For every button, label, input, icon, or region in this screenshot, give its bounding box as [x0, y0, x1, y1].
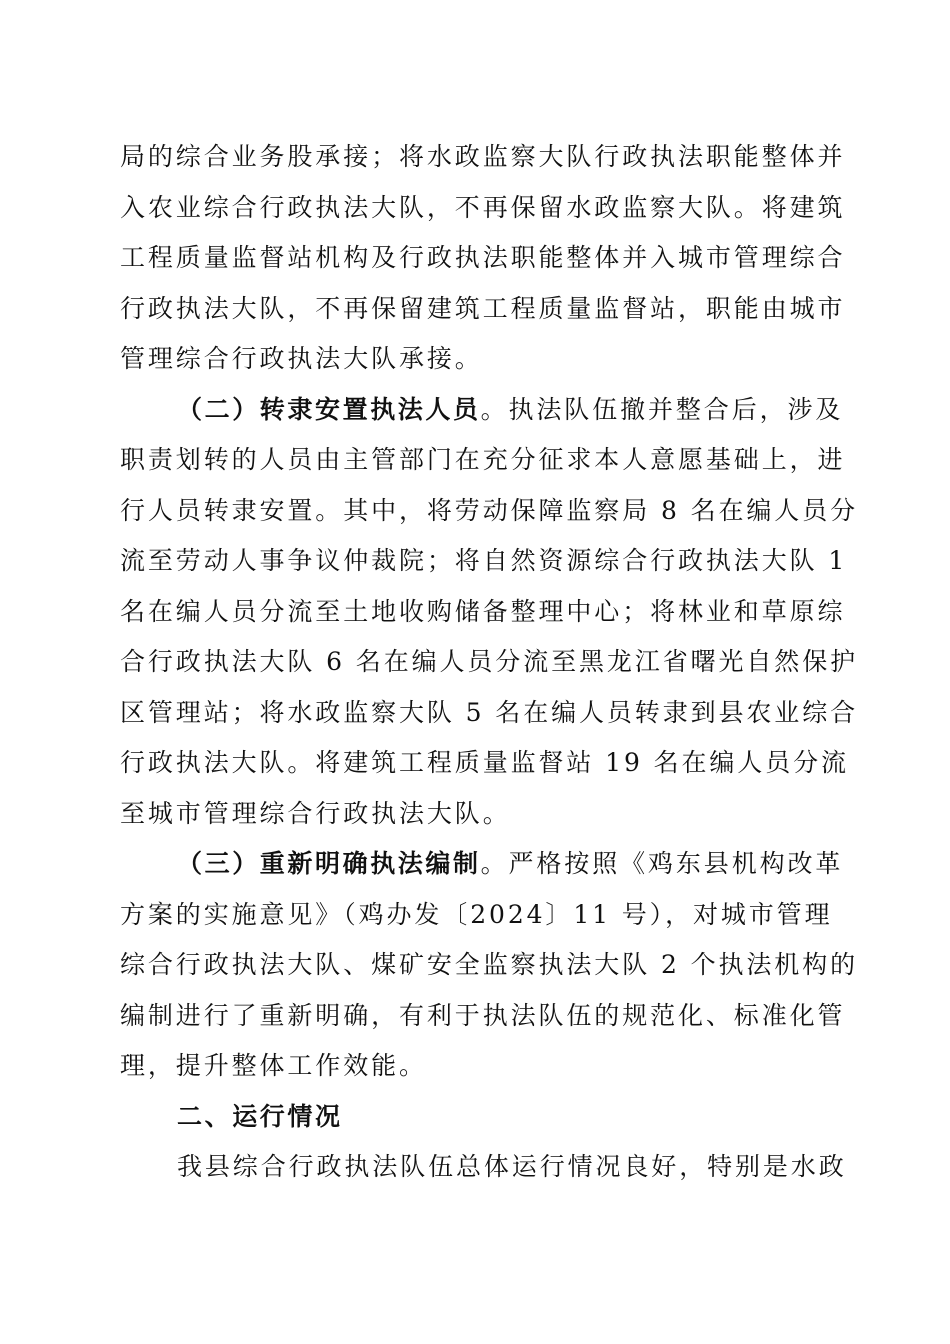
document-body — [120, 132, 859, 1193]
paragraph-line: 综合行政执法大队、煤矿安全监察执法大队 2 个执法机构的 — [120, 950, 859, 979]
paragraph-line: 流至劳动人事争议仲裁院；将自然资源综合行政执法大队 1 — [120, 546, 848, 575]
paragraph-line: 至城市管理综合行政执法大队。 — [120, 798, 511, 828]
section-two-heading: （二）转隶安置执法人员 — [177, 394, 481, 424]
paragraph-line: 职责划转的人员由主管部门在充分征求本人意愿基础上，进 — [120, 445, 846, 474]
paragraph-line: 方案的实施意见》（鸡办发〔2024〕11 号），对城市管理 — [120, 899, 833, 929]
part-two-first-line: 我县综合行政执法队伍总体运行情况良好，特别是水政 — [177, 1152, 847, 1181]
paragraph-line: 行政执法大队，不再保留建筑工程质量监督站，职能由城市 — [120, 293, 846, 323]
paragraph-line: 工程质量监督站机构及行政执法职能整体并入城市管理综合 — [120, 243, 846, 272]
paragraph-line: 区管理站；将水政监察大队 5 名在编人员转隶到县农业综合 — [120, 697, 859, 727]
section-three-heading: （三）重新明确执法编制 — [177, 849, 481, 878]
paragraph-line: 行政执法大队。将建筑工程质量监督站 19 名在编人员分流 — [120, 748, 849, 777]
part-two-heading: 二、运行情况 — [177, 1101, 343, 1131]
paragraph-line: 名在编人员分流至土地收购储备整理中心；将林业和草原综 — [120, 596, 846, 626]
paragraph-line: 入农业综合行政执法大队，不再保留水政监察大队。将建筑 — [120, 192, 846, 222]
section-two-first-line — [120, 385, 844, 436]
paragraph-line: 管理综合行政执法大队承接。 — [120, 344, 483, 373]
paragraph-line: 合行政执法大队 6 名在编人员分流至黑龙江省曙光自然保护 — [120, 647, 859, 676]
paragraph-line: 编制进行了重新明确，有利于执法队伍的规范化、标准化管 — [120, 1000, 846, 1030]
paragraph-line: 行人员转隶安置。其中，将劳动保障监察局 8 名在编人员分 — [120, 495, 859, 525]
paragraph-line: 理，提升整体工作效能。 — [120, 1051, 427, 1080]
section-three-first-line — [120, 839, 844, 890]
section-two-first-line-text: 。执法队伍撤并整合后，涉及 — [480, 394, 844, 424]
section-three-first-line-text: 。严格按照《鸡东县机构改革 — [480, 849, 844, 878]
paragraph-line: 局的综合业务股承接；将水政监察大队行政执法职能整体并 — [120, 142, 846, 171]
